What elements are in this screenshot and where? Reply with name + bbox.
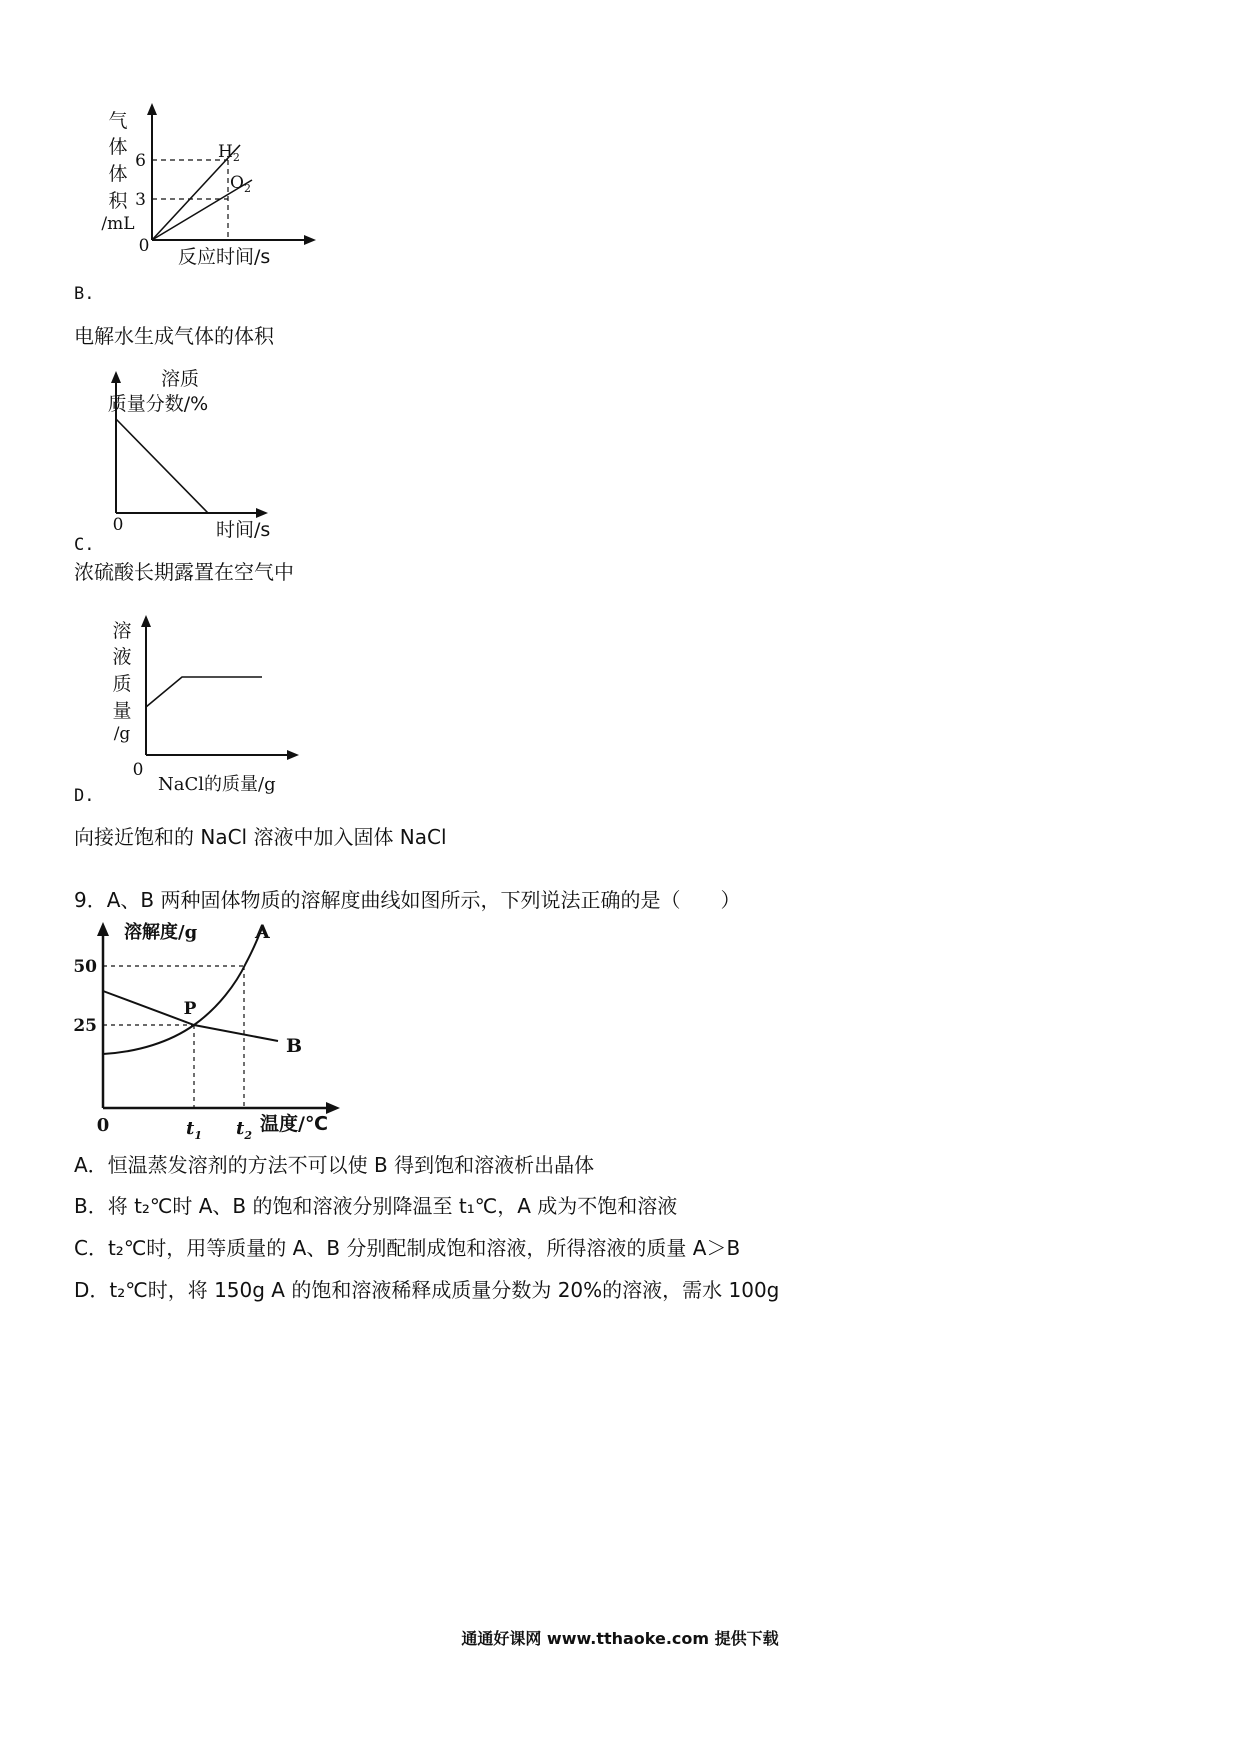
curve-a bbox=[103, 928, 262, 1054]
series-label-o2: $O_2$ bbox=[230, 173, 251, 195]
y-unit: /g bbox=[113, 724, 131, 744]
curve-label-b: B bbox=[286, 1035, 303, 1057]
y-tick-label: 25 bbox=[73, 1016, 97, 1036]
y-label-char: 积 bbox=[108, 190, 128, 212]
option-b: B．将 t₂℃时 A、B 的饱和溶液分别降温至 t₁℃，A 成为不饱和溶液 bbox=[74, 1194, 678, 1218]
mass-line bbox=[146, 677, 262, 707]
graph-b bbox=[100, 105, 320, 290]
y-axis-label: 溶解度/g bbox=[124, 922, 198, 943]
graph-d-y-label bbox=[112, 620, 131, 744]
graph-b-y-label bbox=[101, 110, 134, 234]
y-unit: /mL bbox=[101, 214, 135, 234]
y-label-line1: 溶质 bbox=[160, 368, 200, 390]
option-c: C．t₂℃时，用等质量的 A、B 分别配制成饱和溶液，所得溶液的质量 A＞B bbox=[74, 1236, 741, 1260]
concentration-line bbox=[116, 419, 208, 513]
option-c-caption: 浓硫酸长期露置在空气中 bbox=[74, 560, 294, 584]
y-axis-arrow bbox=[97, 922, 109, 936]
x-axis-label: 时间/s bbox=[216, 519, 271, 541]
origin-label: 0 bbox=[96, 1115, 110, 1136]
y-axis-arrow bbox=[147, 103, 157, 115]
option-b-caption: 电解水生成气体的体积 bbox=[74, 324, 274, 348]
y-label-char: 气 bbox=[108, 110, 128, 132]
y-label-line2: 质量分数/% bbox=[107, 393, 209, 415]
x-axis-label: 反应时间/s bbox=[178, 246, 271, 268]
x-axis-label: NaCl的质量/g bbox=[158, 774, 276, 795]
option-d: D．t₂℃时，将 150g A 的饱和溶液稀释成质量分数为 20%的溶液，需水 100g bbox=[74, 1278, 780, 1302]
x-axis-arrow bbox=[256, 508, 268, 518]
y-axis-arrow bbox=[111, 371, 121, 383]
option-c-letter: C. bbox=[74, 535, 95, 555]
x-axis-arrow bbox=[287, 750, 299, 760]
x-axis-arrow bbox=[326, 1102, 340, 1114]
y-label-char: 质 bbox=[112, 673, 132, 695]
x-axis-arrow bbox=[304, 235, 316, 245]
y-label-char: 体 bbox=[108, 163, 128, 185]
graph-c bbox=[100, 365, 300, 545]
x-axis-label: 温度/℃ bbox=[260, 1113, 328, 1135]
origin-label: 0 bbox=[132, 760, 144, 780]
y-label-char: 溶 bbox=[112, 620, 132, 642]
tick-label: 3 bbox=[135, 190, 146, 210]
y-label-char: 量 bbox=[112, 700, 132, 722]
question-9-stem: 9．A、B 两种固体物质的溶解度曲线如图所示，下列说法正确的是（ ） bbox=[74, 888, 741, 912]
option-d-caption: 向接近饱和的 NaCl 溶液中加入固体 NaCl bbox=[74, 825, 447, 849]
y-label-char: 液 bbox=[112, 646, 132, 668]
series-label-h2: $H_2$ bbox=[218, 142, 240, 164]
x-tick-t2: $t_2$ bbox=[236, 1118, 252, 1142]
option-a: A．恒温蒸发溶剂的方法不可以使 B 得到饱和溶液析出晶体 bbox=[74, 1153, 595, 1177]
origin-label: 0 bbox=[112, 515, 124, 535]
option-d-letter: D. bbox=[74, 786, 95, 806]
tick-label: 6 bbox=[135, 151, 146, 171]
intersection-label: P bbox=[183, 999, 197, 1019]
x-tick-t1: $t_1$ bbox=[186, 1118, 202, 1142]
y-label-char: 体 bbox=[108, 136, 128, 158]
solubility-chart bbox=[73, 918, 358, 1142]
graph-d bbox=[100, 615, 310, 795]
y-axis-arrow bbox=[141, 615, 151, 627]
curve-label-a: A bbox=[255, 921, 270, 943]
y-tick-label: 50 bbox=[73, 957, 97, 977]
origin-label: 0 bbox=[138, 236, 150, 256]
page-footer: 通通好课网 www.tthaoke.com 提供下载 bbox=[461, 1629, 779, 1648]
option-b-letter: B. bbox=[74, 284, 95, 304]
